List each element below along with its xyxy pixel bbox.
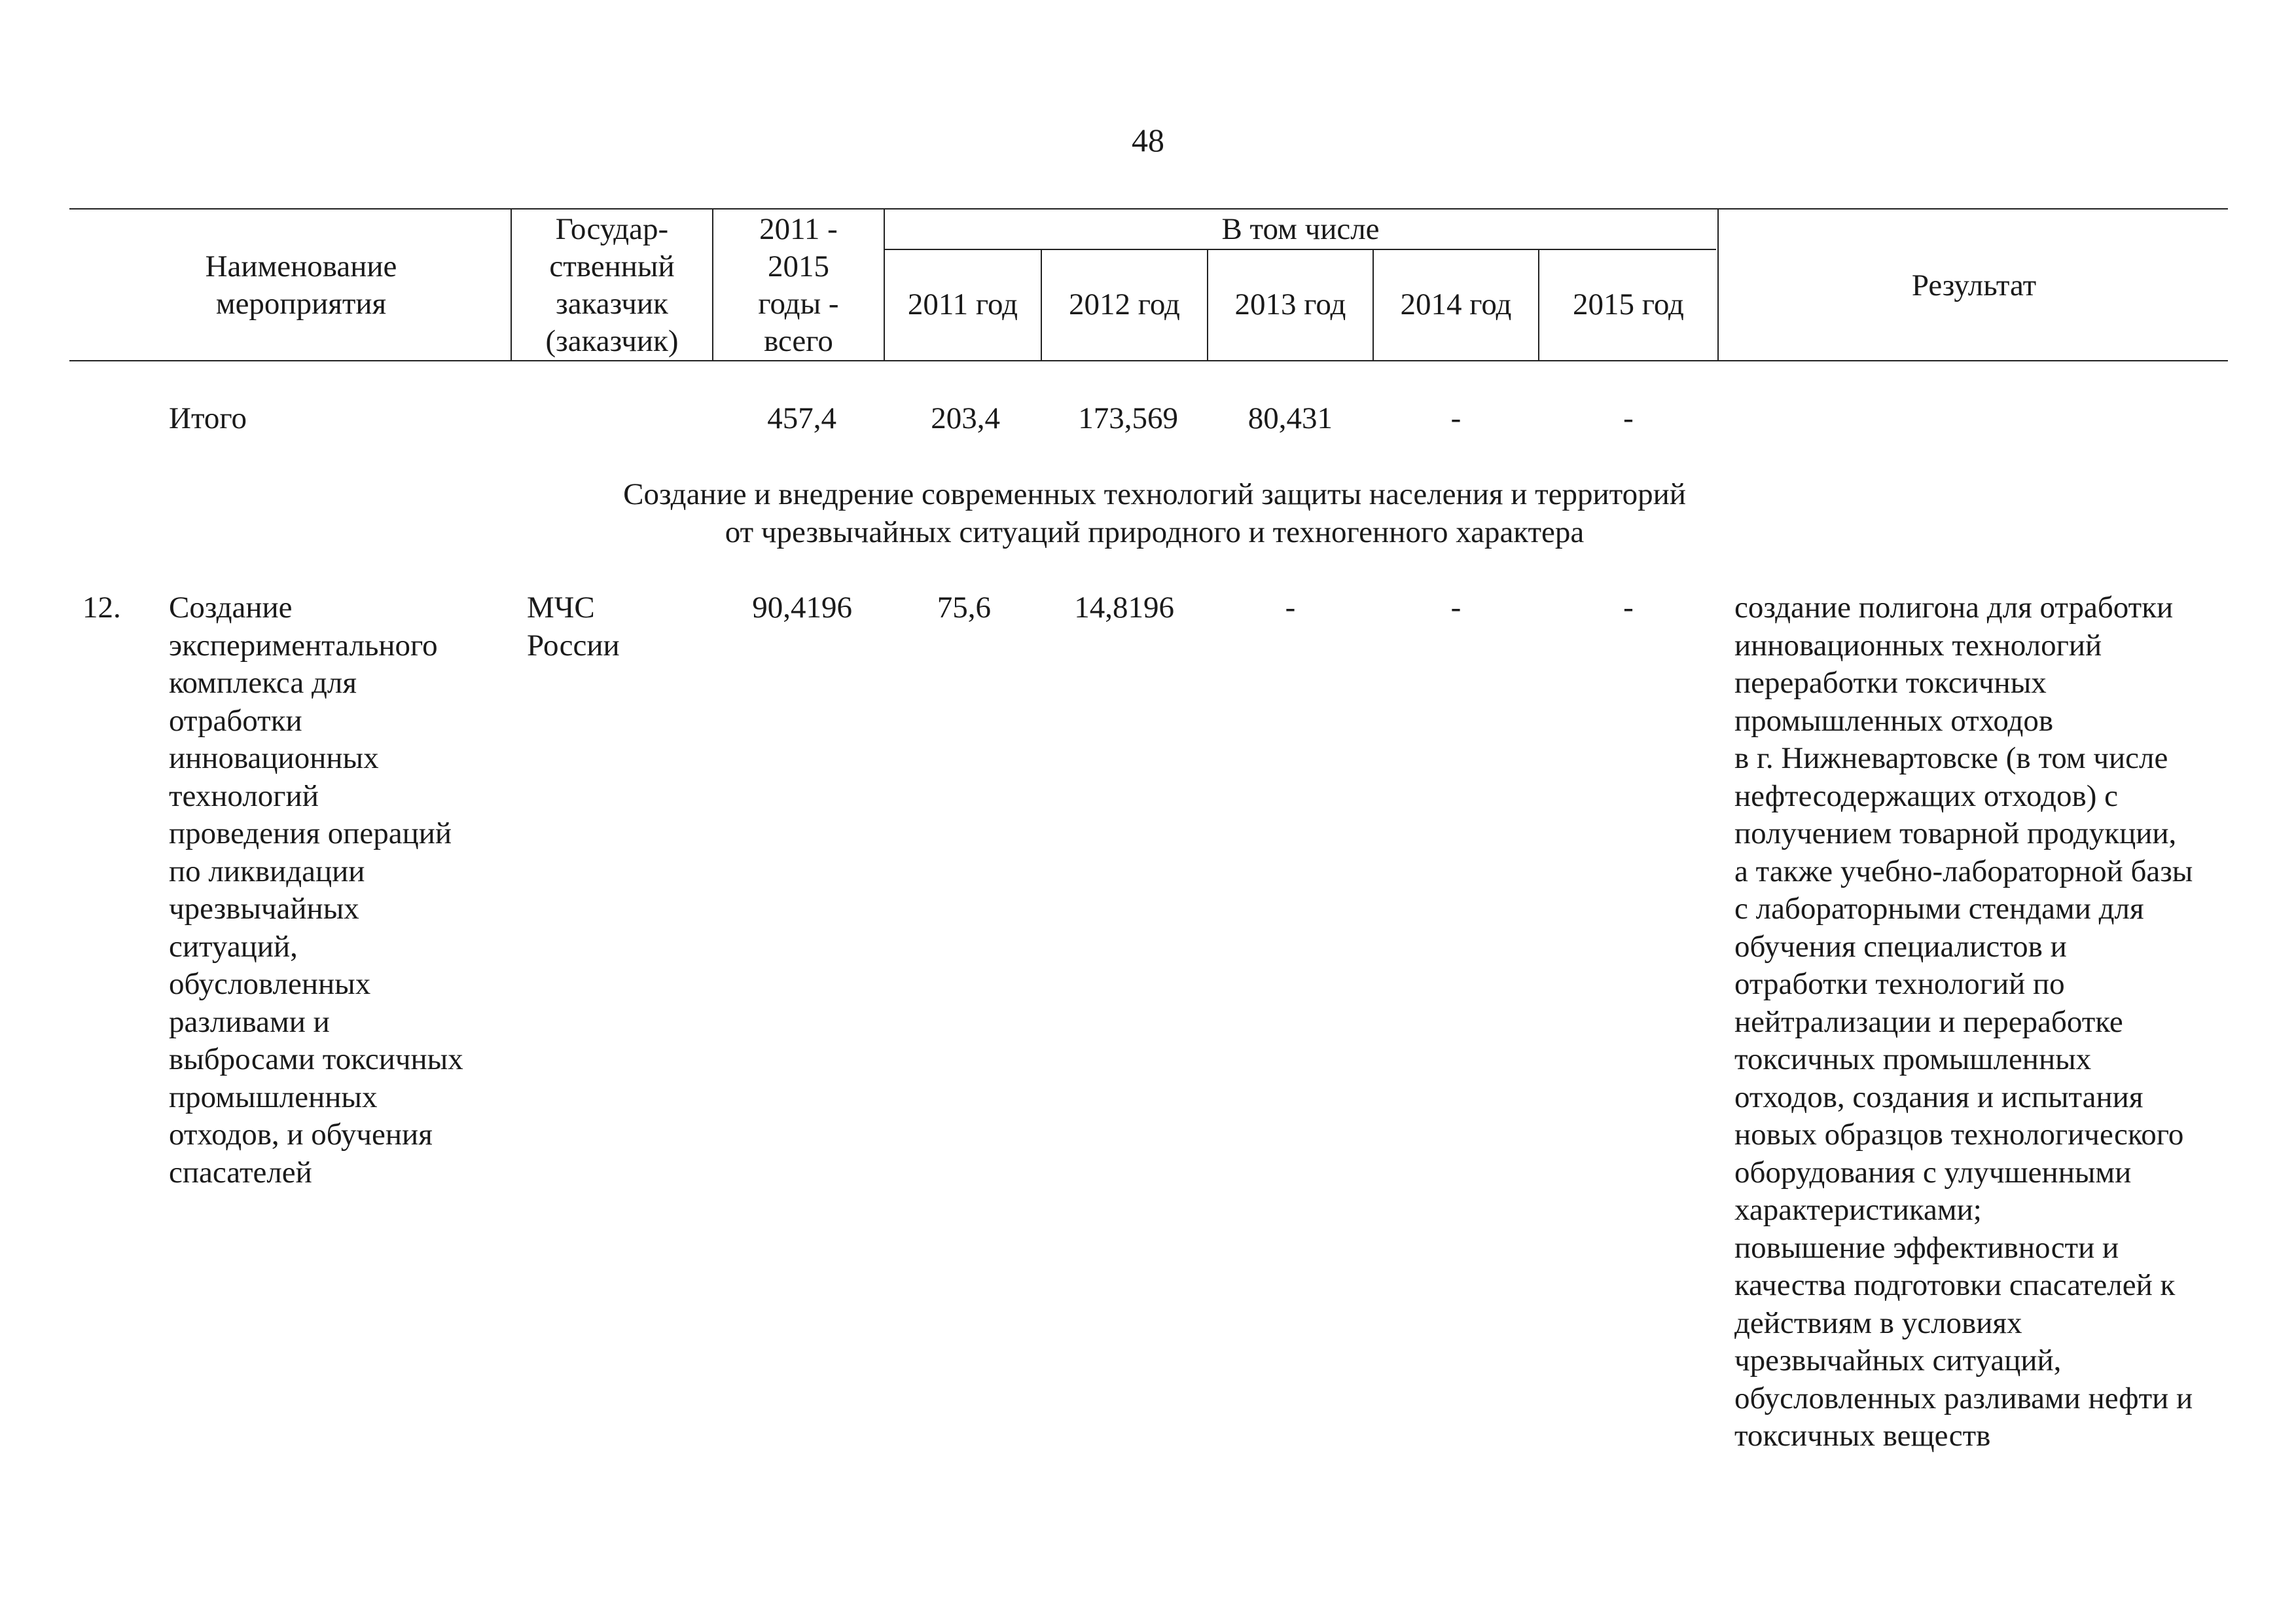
row-12-2013: -	[1285, 591, 1296, 625]
total-row-2012: 173,569	[1078, 401, 1178, 435]
divider-2011-2012	[1041, 249, 1042, 361]
header-customer: Государ- ственный заказчик (заказчик)	[545, 212, 679, 358]
header-name: Наименование мероприятия	[205, 249, 397, 321]
divider-total-group	[884, 208, 885, 361]
header-top-rule	[69, 208, 2228, 210]
header-total: 2011 - 2015 годы - всего	[758, 212, 839, 358]
row-12-result: создание полигона для отработки инновационных технологий переработки токсичных промышленных отходов в г. Нижневартовске (в том числе нефтесодержащих отходов) с получением товарной продукции, а также учебно-лабораторной базы с лабораторными стендами для обучения специалистов и отработки технологий по нейтрализации и переработке токсичных промышленных отходов, создания и испытания новых образцов технологического оборудования с улучшенными характеристиками; повышение эффективности и качества подготовки спасателей к действиям в условиях чрезвычайных ситуаций, обусловленных разливами нефти и токсичных веществ	[1734, 591, 2193, 1453]
total-row-total: 457,4	[767, 401, 836, 435]
total-row-2015: -	[1623, 401, 1634, 435]
row-12-customer: МЧС России	[527, 591, 620, 663]
header-year-2013: 2013 год	[1234, 287, 1346, 321]
divider-name-customer	[511, 208, 512, 361]
row-12-2014: -	[1450, 591, 1462, 625]
divider-group-result	[1717, 208, 1719, 361]
page-number: 48	[1132, 122, 1164, 158]
total-row-2011: 203,4	[931, 401, 1000, 435]
header-year-2011: 2011 год	[907, 287, 1018, 321]
header-bottom-rule	[69, 360, 2228, 361]
header-year-2014: 2014 год	[1400, 287, 1512, 321]
row-12-2012: 14,8196	[1074, 591, 1174, 625]
divider-2013-2014	[1372, 249, 1374, 361]
header-result: Результат	[1911, 268, 2037, 302]
row-12-name: Создание экспериментального комплекса для отработки инновационных технологий проведения операций по ликвидации чрезвычайных ситуаций, обусловленных разливами и выбросами токсичных промышленных отходов, и обучения спасателей	[169, 591, 463, 1190]
header-year-2012: 2012 год	[1069, 287, 1180, 321]
row-12-2011: 75,6	[937, 591, 991, 625]
group-sub-rule	[885, 249, 1716, 250]
total-row-label: Итого	[169, 401, 247, 435]
section-title: Создание и внедрение современных технологий защиты населения и территорий от чрезвычайных ситуаций природного и техногенного характера	[623, 477, 1686, 549]
total-row-2014: -	[1450, 401, 1462, 435]
row-12-2015: -	[1623, 591, 1634, 625]
divider-2014-2015	[1538, 249, 1539, 361]
divider-2012-2013	[1207, 249, 1208, 361]
header-year-2015: 2015 год	[1573, 287, 1684, 321]
header-group-label: В том числе	[1221, 212, 1380, 246]
row-12-total: 90,4196	[752, 591, 852, 625]
total-row-2013: 80,431	[1247, 401, 1333, 435]
divider-customer-total	[712, 208, 713, 361]
row-12-number: 12.	[82, 591, 121, 625]
